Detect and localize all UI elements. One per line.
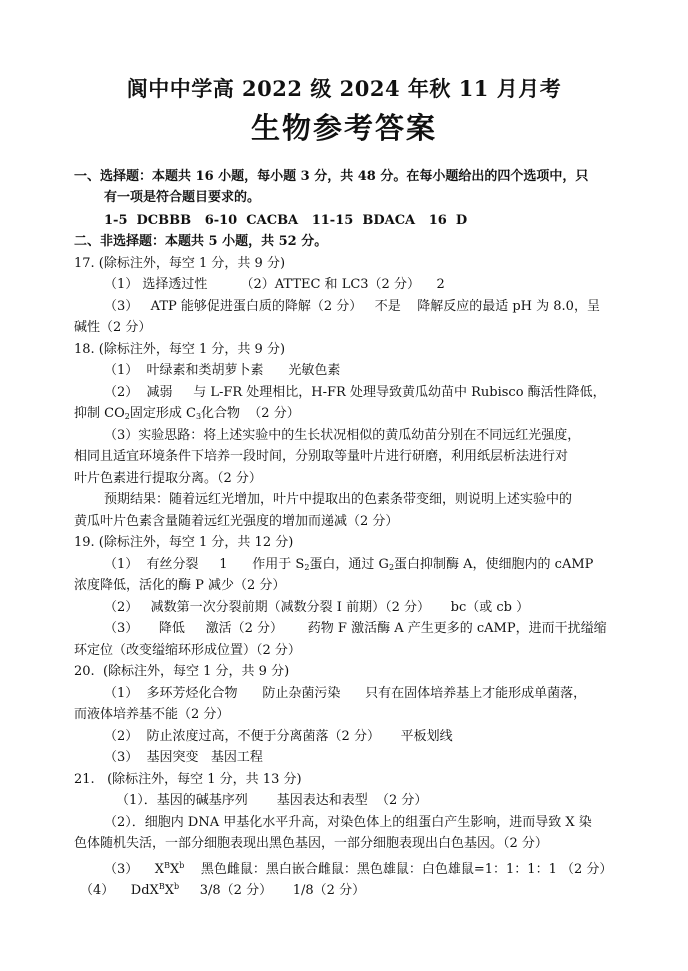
q21-line4 [104,857,612,879]
q18-line7: 预期结果：随着远红光增加，叶片中提取出的色素条带变细，则说明上述实验中的 [104,492,573,507]
q18-line4: （3）实验思路：将上述实验中的生长状况相似的黄瓜幼苗分别在不同远红光强度， [104,428,581,443]
q21-line4-sup-1: B [164,861,170,870]
q19-line4: （3） 降低 激活（2 分） 药物 F 激活酶 A 产生更多的 cAMP，进而干扰缢缩 [104,621,607,636]
q19-line2: 浓度降低，活化的酶 P 减少（2 分） [74,578,286,593]
q18-line3-part-b: 固定形成 C [129,406,196,421]
q21-line4-part-c: 黑色雌鼠：黑白嵌合雌鼠：黑色雄鼠：白色雄鼠=1：1：1：1 （2 分） [184,862,613,877]
q19-line1-sub-1: 2 [304,563,310,572]
section2-heading: 二、非选择题：本题共 5 小题，共 52 分。 [74,234,328,249]
q18-line6: 叶片色素进行提取分离。（2 分） [74,471,262,486]
section1-answers: 1-5 DCBBB 6-10 CACBA 11-15 BDACA 16 D [104,213,468,228]
q19-line1-part-c: 蛋白抑制酶 A，使细胞内的 cAMP [394,557,594,572]
q18-line3 [74,405,300,426]
q17-line2: （3） ATP 能够促进蛋白质的降解（2 分） 不是 降解反应的最适 pH 为 8.0，呈 [104,299,600,314]
q19-line1-part-b: 蛋白，通过 G [309,557,389,572]
q20-line3: （2） 防止浓度过高，不便于分离菌落（2 分） 平板划线 [104,729,453,744]
q21-line5-sup-1: B [158,882,165,891]
q21-line5-part-c: 3/8（2 分） 1/8（2 分） [179,883,366,898]
q17-header: 17. (除标注外，每空 1 分，共 9 分) [74,256,286,271]
q18-line3-sub-2: 3 [195,412,202,421]
q18-line2: （2） 减弱 与 L-FR 处理相比，H-FR 处理导致黄瓜幼苗中 Rubisco 酶活性降低， [104,385,606,400]
q18-header: 18. (除标注外，每空 1 分，共 9 分) [74,342,286,357]
exam-title: 阆中中学高 2022 级 2024 年秋 11 月月考 [126,76,562,101]
q18-line1: （1） 叶绿素和类胡萝卜素 光敏色素 [104,363,341,378]
q21-line5 [80,878,365,900]
q21-line4-sup-2: b [179,861,185,870]
q18-line3-part-a: 抑制 CO [74,406,125,421]
q21-line3: 色体随机失活，一部分细胞表现出黑色基因，一部分细胞表现出白色基因。（2 分） [74,836,548,851]
q18-line8: 黄瓜叶片色素含量随着远红光强度的增加而递减（2 分） [74,514,399,529]
q21-line4-part-b: X [169,862,180,877]
q21-line5-part-a: （4） DdX [80,883,159,898]
q18-line3-sub-1: 2 [124,412,130,421]
q19-line1 [104,556,593,577]
section1-heading: 一、选择题：本题共 16 小题，每小题 3 分，共 48 分。在每小题给出的四个选项中，只 [74,169,589,184]
q21-line5-part-b: X [164,883,174,898]
q20-line2: 而液体培养基不能（2 分） [74,707,230,722]
q21-line2: （2）．细胞内 DNA 甲基化水平升高，对染色体上的组蛋白产生影响，进而导致 X 染 [104,815,592,830]
q21-line4-part-a: （3） X [104,862,165,877]
q19-line3: （2） 减数第一次分裂前期（减数分裂 I 前期）（2 分） bc（或 cb ） [104,600,530,615]
q18-line5: 相同且适宜环境条件下培养一段时间，分别取等量叶片进行研磨，利用纸层析法进行对 [74,449,569,464]
q19-line1-sub-2: 2 [388,563,395,572]
q19-line1-part-a: （1） 有丝分裂 1 作用于 S [104,557,305,572]
q21-header: 21. (除标注外，每空 1 分，共 13 分) [74,772,302,787]
q19-line5: 环定位（改变缢缩环形成位置）（2 分） [74,643,301,658]
q20-line4: （3） 基因突变 基因工程 [104,750,263,765]
q21-line5-sup-2: b [173,882,180,891]
q17-line3: 碱性（2 分） [74,320,152,335]
q20-header: 20. (除标注外，每空 1 分，共 9 分) [74,664,290,679]
q19-header: 19. (除标注外，每空 1 分，共 12 分) [74,535,294,550]
section1-heading-cont: 有一项是符合题目要求的。 [104,190,261,205]
q21-line1: （1）．基因的碱基序列 基因表达和表型 （2 分） [116,793,428,808]
q20-line1: （1） 多环芳烃化合物 防止杂菌污染 只有在固体培养基上才能形成单菌落， [104,686,587,701]
answer-key-title: 生物参考答案 [250,111,437,145]
q18-line3-part-c: 化合物 （2 分） [201,406,300,421]
q17-line1: （1） 选择透过性 （2）ATTEC 和 LC3（2 分） 2 [104,277,445,292]
